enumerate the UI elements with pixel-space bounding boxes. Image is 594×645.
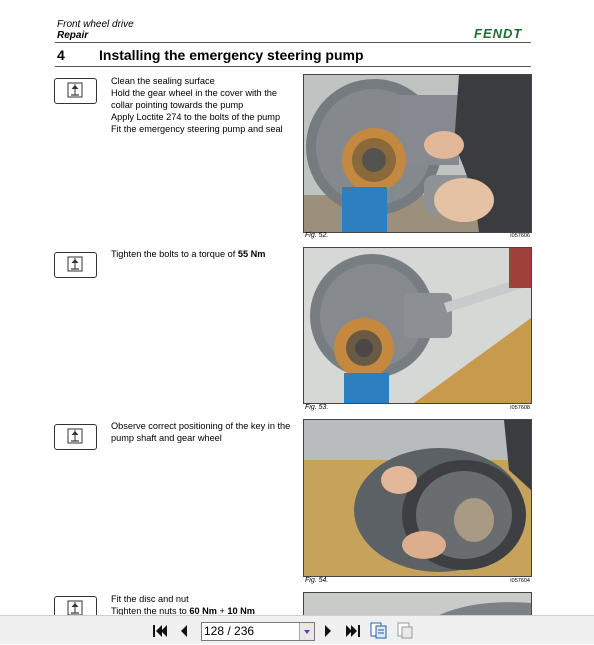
page-dropdown-button[interactable] — [299, 623, 314, 640]
install-arrow-icon — [54, 78, 97, 104]
last-page-button[interactable] — [345, 624, 361, 638]
figure-53-code: I057608 — [510, 405, 530, 411]
figure-53-caption: Fig. 53. — [305, 404, 329, 411]
install-arrow-icon — [54, 424, 97, 450]
step-1-line-2: Hold the gear wheel in the cover with the collar pointing towards the pump — [111, 88, 277, 110]
step-4-torque-1: 60 Nm — [189, 606, 217, 615]
figure-53-photo — [303, 247, 532, 404]
first-page-button[interactable] — [152, 624, 168, 638]
step-1-line-3: Apply Loctite 274 to the bolts of the pump — [111, 112, 281, 122]
figure-55-photo — [303, 592, 532, 615]
chevron-down-icon — [300, 623, 314, 640]
page-layout-button[interactable] — [370, 621, 388, 639]
figure-52-photo — [303, 74, 532, 233]
step-2-line — [111, 248, 291, 260]
figure-54-code: I057604 — [510, 578, 530, 584]
first-page-icon — [152, 624, 168, 638]
brand-logo: FENDT — [474, 26, 523, 41]
install-arrow-icon — [54, 252, 97, 278]
step-2-torque: 55 Nm — [237, 249, 266, 259]
step-4-text-before: Tighten the nuts to — [111, 606, 190, 615]
header-divider — [55, 42, 531, 43]
previous-page-button[interactable] — [178, 624, 190, 638]
section-title: Installing the emergency steering pump — [99, 47, 364, 63]
step-4-line-2 — [111, 605, 291, 615]
step-3-text — [111, 420, 291, 444]
header-section: Front wheel drive — [57, 19, 134, 30]
figure-54-photo — [303, 419, 532, 577]
next-page-icon — [322, 624, 334, 638]
viewer-toolbar — [0, 615, 594, 644]
page-layout-icon — [370, 621, 388, 639]
step-4-torque-2: 10 Nm — [227, 606, 255, 615]
last-page-icon — [345, 624, 361, 638]
header-subsection: Repair — [57, 30, 89, 41]
figure-52-code: I057606 — [510, 233, 530, 239]
step-4-plus: + — [216, 606, 228, 615]
section-number: 4 — [57, 47, 65, 63]
step-4-line-1: Fit the disc and nut — [111, 594, 189, 604]
step-1-line-1: Clean the sealing surface — [111, 76, 215, 86]
step-2-text-before: Tighten the bolts to a torque of — [111, 249, 238, 259]
figure-54-caption: Fig. 54. — [305, 577, 329, 584]
figure-52-caption: Fig. 52. — [305, 232, 329, 239]
title-divider — [55, 66, 531, 67]
install-arrow-icon — [54, 596, 97, 615]
next-page-button[interactable] — [322, 624, 334, 638]
step-4-text — [111, 593, 291, 615]
previous-page-icon — [178, 624, 190, 638]
page-number-input[interactable] — [204, 624, 296, 638]
step-2-text — [111, 248, 291, 260]
step-1-text — [111, 75, 291, 135]
page-view-icon — [396, 621, 414, 639]
step-3-line-1: Observe correct positioning of the key in the pump shaft and gear wheel — [111, 421, 291, 443]
step-1-line-4: Fit the emergency steering pump and seal — [111, 124, 283, 134]
page-view-button[interactable] — [396, 621, 414, 639]
page-selector[interactable] — [201, 622, 315, 641]
